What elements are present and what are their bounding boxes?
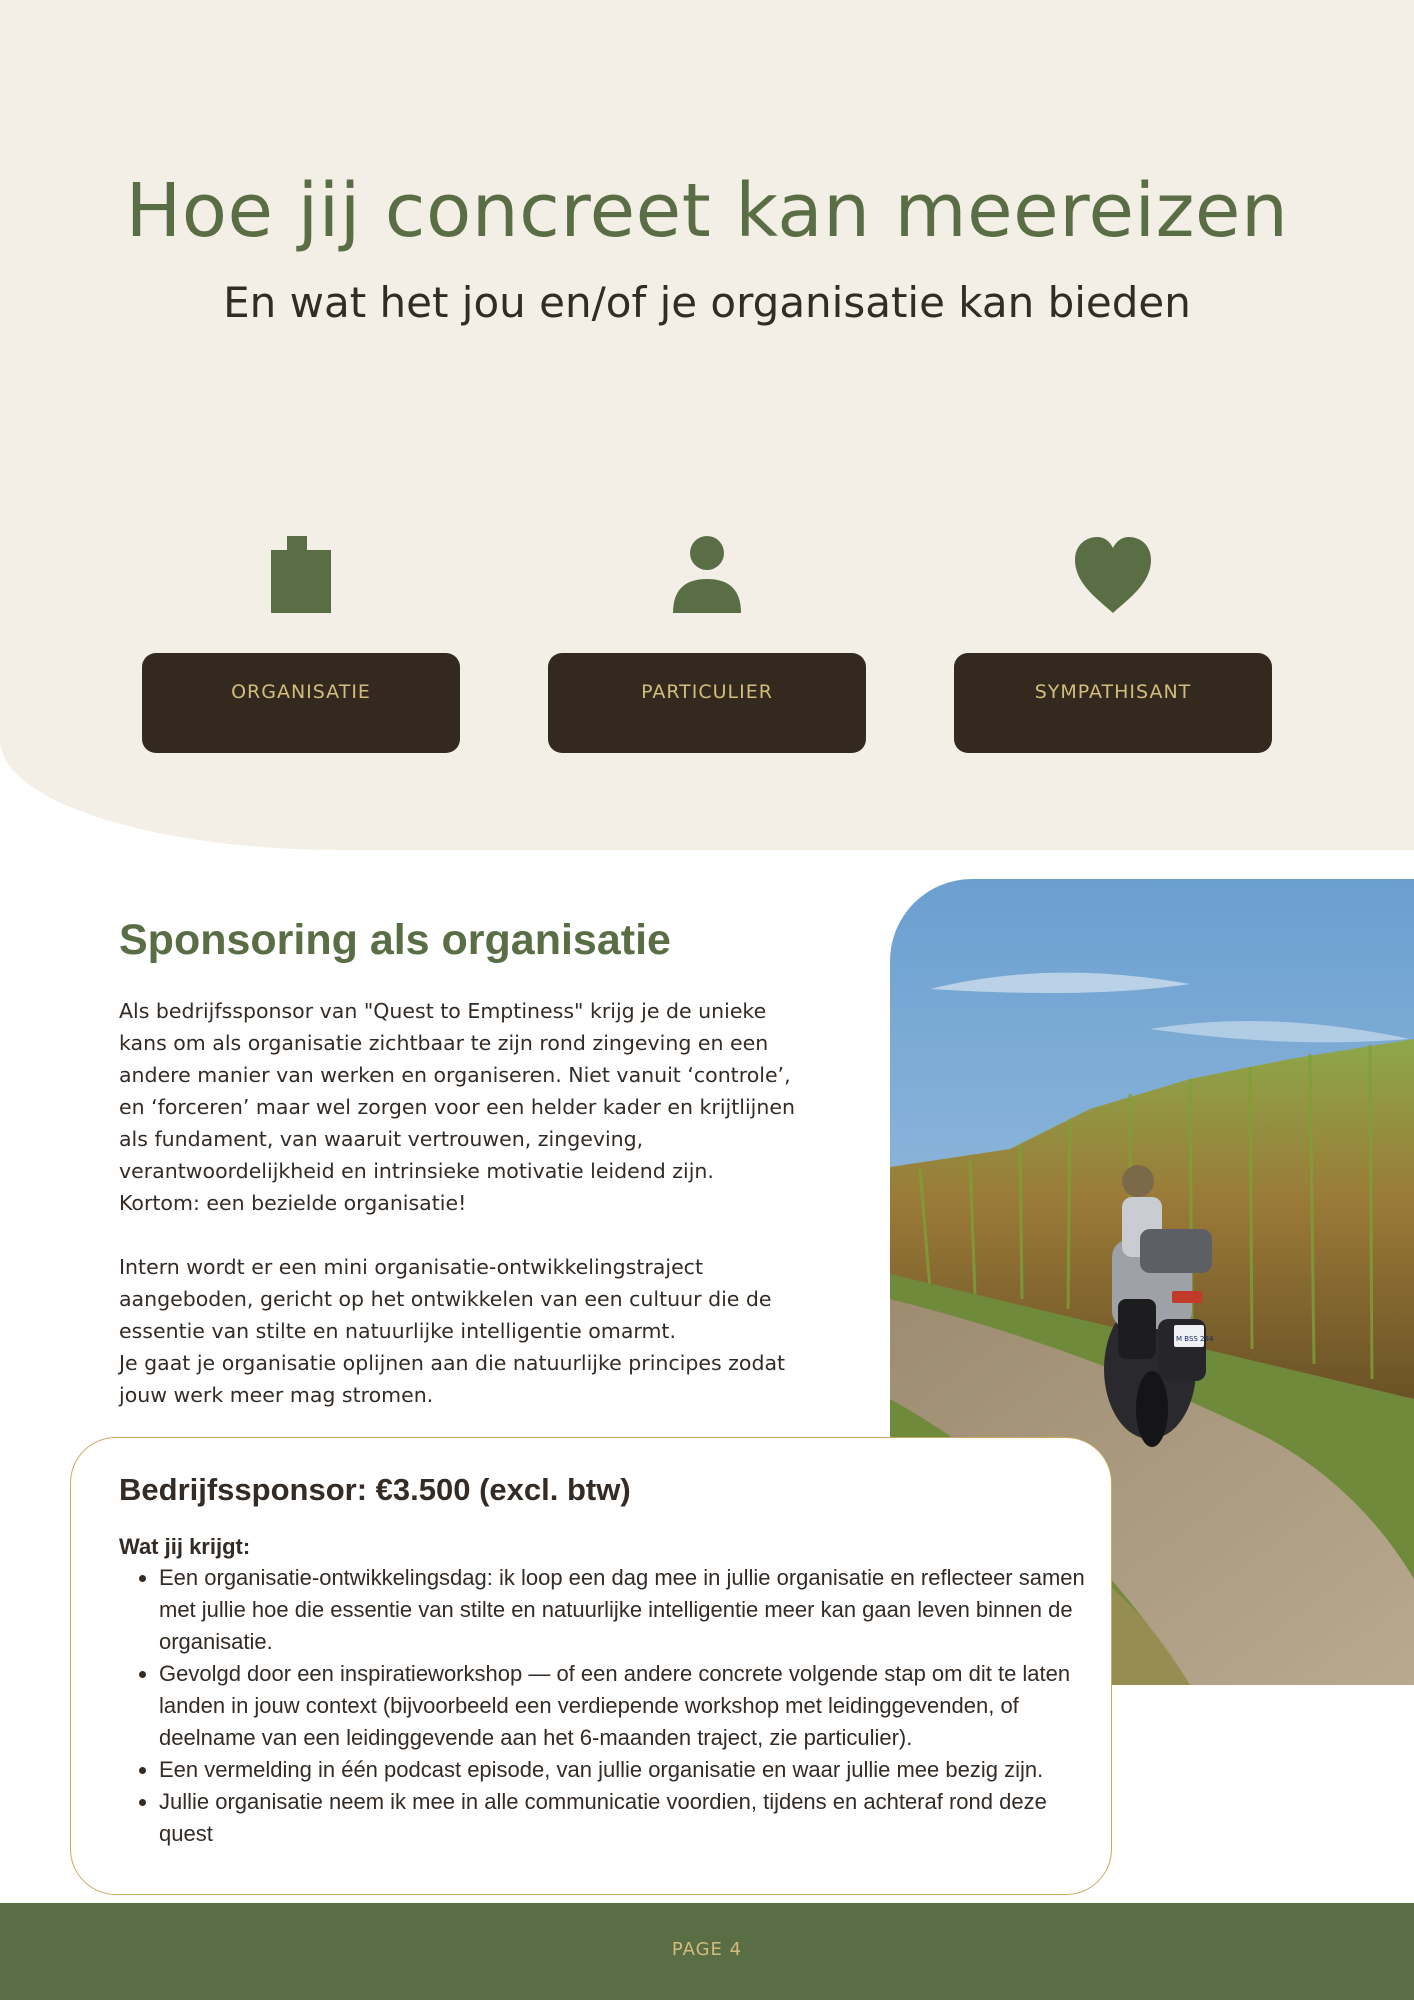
person-icon xyxy=(667,536,747,614)
page-number: PAGE 4 xyxy=(671,1939,743,1960)
sponsor-box xyxy=(70,1437,1112,1895)
list-item: • Gevolgd door een inspiratieworkshop — of een andere concrete volgende stap om dit te laten landen in jouw context (bijvoorbeeld een verdiepende workshop met leidinggevenden, of deelname van een leidinggevende aan het 6-maanden traject, zie particulier). xyxy=(159,1658,1103,1754)
page-title: Hoe jij concreet kan meereizen xyxy=(125,168,1289,254)
sympathisant-button[interactable]: SYMPATHISANT xyxy=(954,653,1272,753)
list-item: • Een vermelding in één podcast episode, van jullie organisatie en waar jullie mee bezig zijn. xyxy=(159,1754,1103,1786)
heart-icon xyxy=(1073,536,1153,614)
building-icon xyxy=(261,536,341,614)
page-subtitle: En wat het jou en/of je organisatie kan bieden xyxy=(223,278,1191,327)
list-item: • Een organisatie-ontwikkelingsdag: ik loop een dag mee in jullie organisatie en reflecteer samen met jullie hoe die essentie van stilte en natuurlijke intelligentie meer kan gaan leven binnen de organisatie. xyxy=(159,1562,1103,1658)
organisatie-button[interactable]: ORGANISATIE xyxy=(142,653,460,753)
trajectory-paragraph: Intern wordt er een mini organisatie-ontwikkelingstraject aangeboden, gericht op het ontwikkelen van een cultuur die de essentie van stilte en natuurlijke intelligentie omarmt. Je gaat je organisatie oplijnen aan die natuurlijke principes zodat jouw werk meer mag stromen. xyxy=(119,1255,786,1407)
particulier-button[interactable]: PARTICULIER xyxy=(548,653,866,753)
sponsor-box-subtitle: Wat jij krijgt: xyxy=(119,1534,251,1559)
section-title: Sponsoring als organisatie xyxy=(119,916,671,964)
license-plate-text: M BSS 234 xyxy=(1176,1335,1214,1343)
benefits-list xyxy=(119,1562,1103,1850)
list-item: • Jullie organisatie neem ik mee in alle communicatie voordien, tijdens en achteraf rond deze quest xyxy=(159,1786,1103,1850)
sponsor-box-title: Bedrijfssponsor: €3.500 (excl. btw) xyxy=(119,1472,631,1507)
footer xyxy=(0,1903,1414,2000)
intro-paragraph: Als bedrijfssponsor van "Quest to Emptiness" krijg je de unieke kans om als organisatie zichtbaar te zijn rond zingeving en een andere manier van werken en organiseren. Niet vanuit ‘controle’, en ‘forceren’ maar wel zorgen voor een helder kader en krijtlijnen als fundament, van waaruit vertrouwen, zingeving, verantwoordelijkheid en intrinsieke motivatie leidend zijn. Kortom: een bezielde organisatie! xyxy=(119,999,795,1215)
